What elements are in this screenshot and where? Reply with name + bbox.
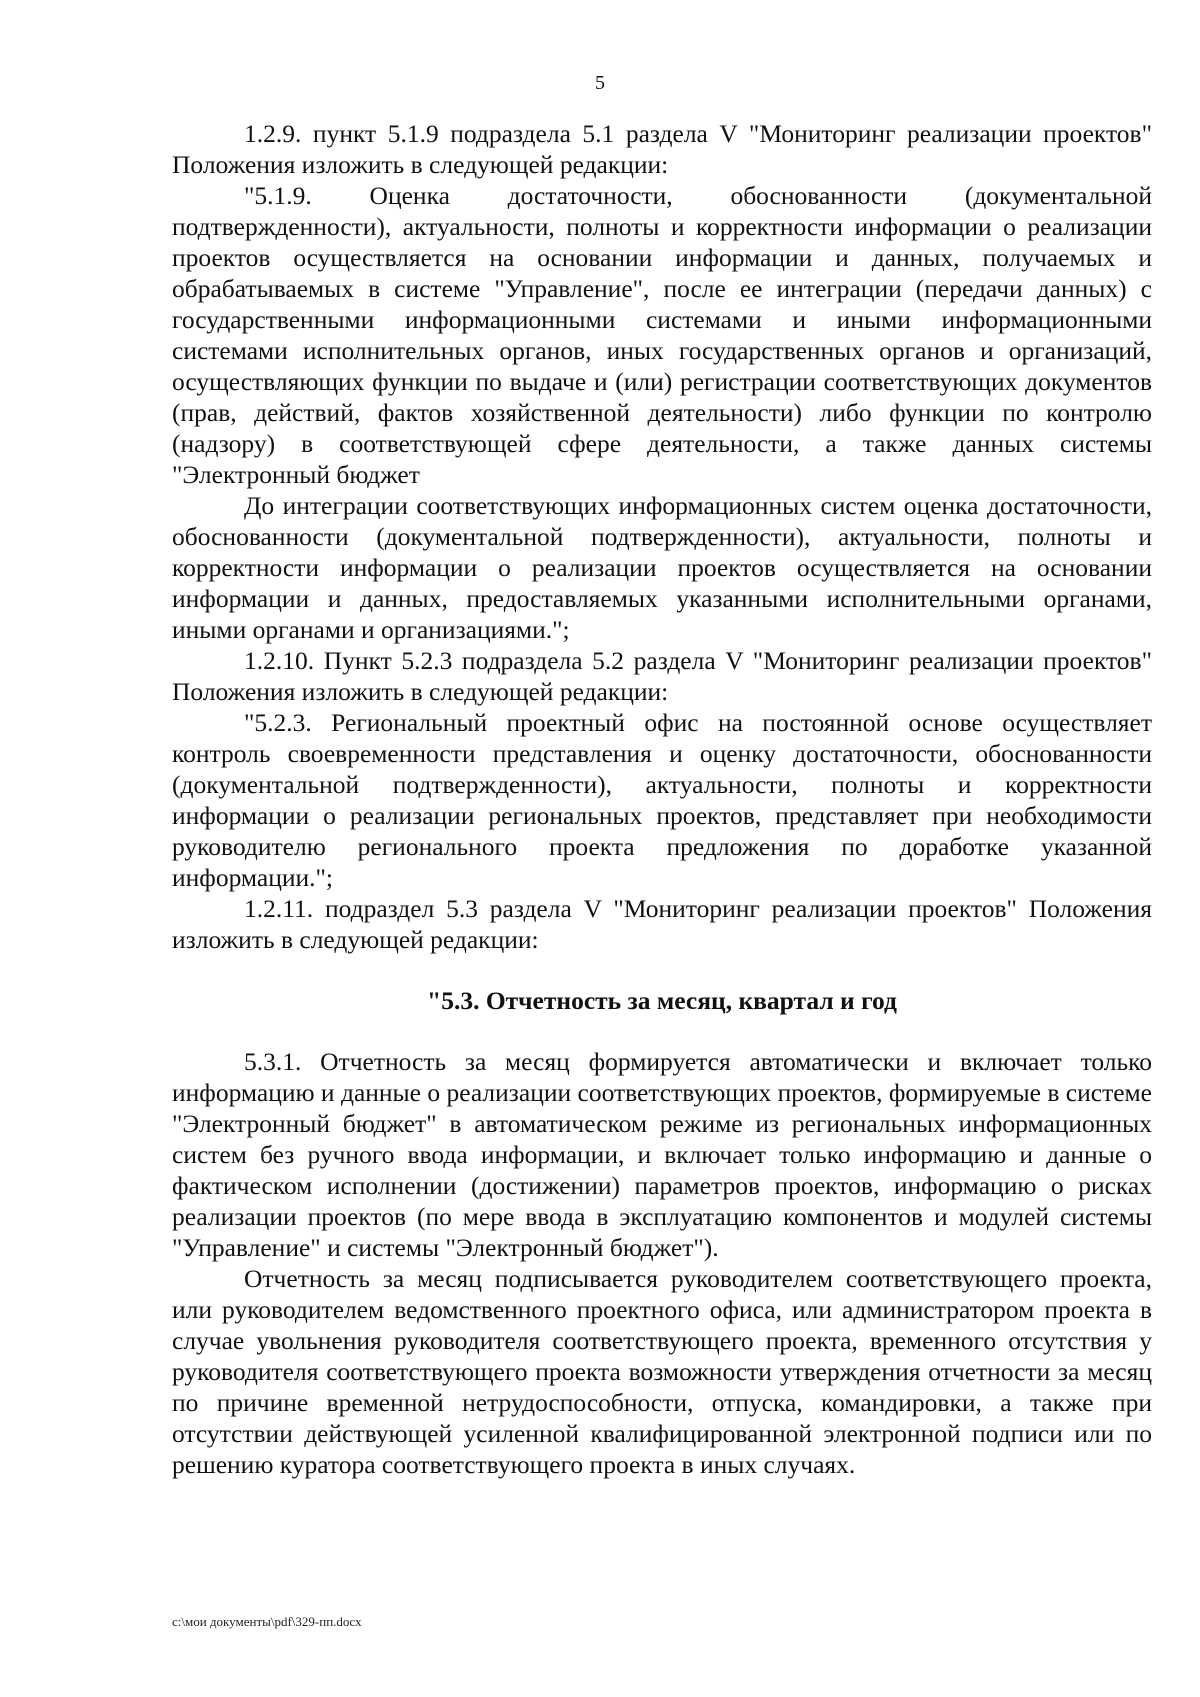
- paragraph-1-2-9: 1.2.9. пункт 5.1.9 подраздела 5.1 раздела V "Мониторинг реализации проектов" Положения изложить в следующей редакции:: [172, 119, 1152, 179]
- page-number: 5: [595, 72, 605, 94]
- paragraph-5-2-3: "5.2.3. Региональный проектный офис на постоянной основе осуществляет контроль своевременности представления и оценку достаточности, обоснованности (документальной подтвержденности), актуальности, полноты и корректности информации о реализации региональных проектов, представляет при необходимости руководителю регионального проекта предложения по доработке указанной информации.";: [172, 708, 1152, 892]
- footer-file-path: c:\мои документы\pdf\329-пп.docx: [172, 1614, 362, 1629]
- paragraph-1-2-10: 1.2.10. Пункт 5.2.3 подраздела 5.2 раздела V "Мониторинг реализации проектов" Положения изложить в следующей редакции:: [172, 646, 1152, 706]
- paragraph-signing: Отчетность за месяц подписывается руководителем соответствующего проекта, или руководителем ведомственного проектного офиса, или администратором проекта в случае увольнения руководителя соответствующего проекта, временного отсутствия у руководителя соответствующего проекта возможности утверждения отчетности за месяц по причине временной нетрудоспособности, отпуска, командировки, а также при отсутствии действующей усиленной квалифицированной электронной подписи или по решению куратора соответствующего проекта в иных случаях.: [172, 1264, 1152, 1479]
- paragraph-1-2-11: 1.2.11. подраздел 5.3 раздела V "Мониторинг реализации проектов" Положения изложить в следующей редакции:: [172, 894, 1152, 954]
- paragraph-5-1-9: "5.1.9. Оценка достаточности, обоснованности (документальной подтвержденности), актуальности, полноты и корректности информации о реализации проектов осуществляется на основании информации и данных, получаемых и обрабатываемых в системе "Управление", после ее интеграции (передачи данных) с государственными информационными системами и иными информационными системами исполнительных органов, иных государственных органов и организаций, осуществляющих функции по выдаче и (или) регистрации соответствующих документов (прав, действий, фактов хозяйственной деятельности) либо функции по контролю (надзору) в соответствующей сфере деятельности, а также данных системы "Электронный бюджет: [172, 181, 1152, 489]
- paragraph-integration: До интеграции соответствующих информационных систем оценка достаточности, обоснованности (документальной подтвержденности), актуальности, полноты и корректности информации о реализации проектов осуществляется на основании информации и данных, предоставляемых указанными исполнительными органами, иными органами и организациями.";: [172, 491, 1152, 644]
- section-heading: "5.3. Отчетность за месяц, квартал и год: [427, 986, 897, 1015]
- paragraph-5-3-1: 5.3.1. Отчетность за месяц формируется автоматически и включает только информацию и данные о реализации соответствующих проектов, формируемые в системе "Электронный бюджет" в автоматическом режиме из региональных информационных систем без ручного ввода информации, и включает только информацию и данные о фактическом исполнении (достижении) параметров проектов, информацию о рисках реализации проектов (по мере ввода в эксплуатацию компонентов и модулей системы "Управление" и системы "Электронный бюджет").: [172, 1047, 1152, 1262]
- document-body: [172, 118, 1152, 1480]
